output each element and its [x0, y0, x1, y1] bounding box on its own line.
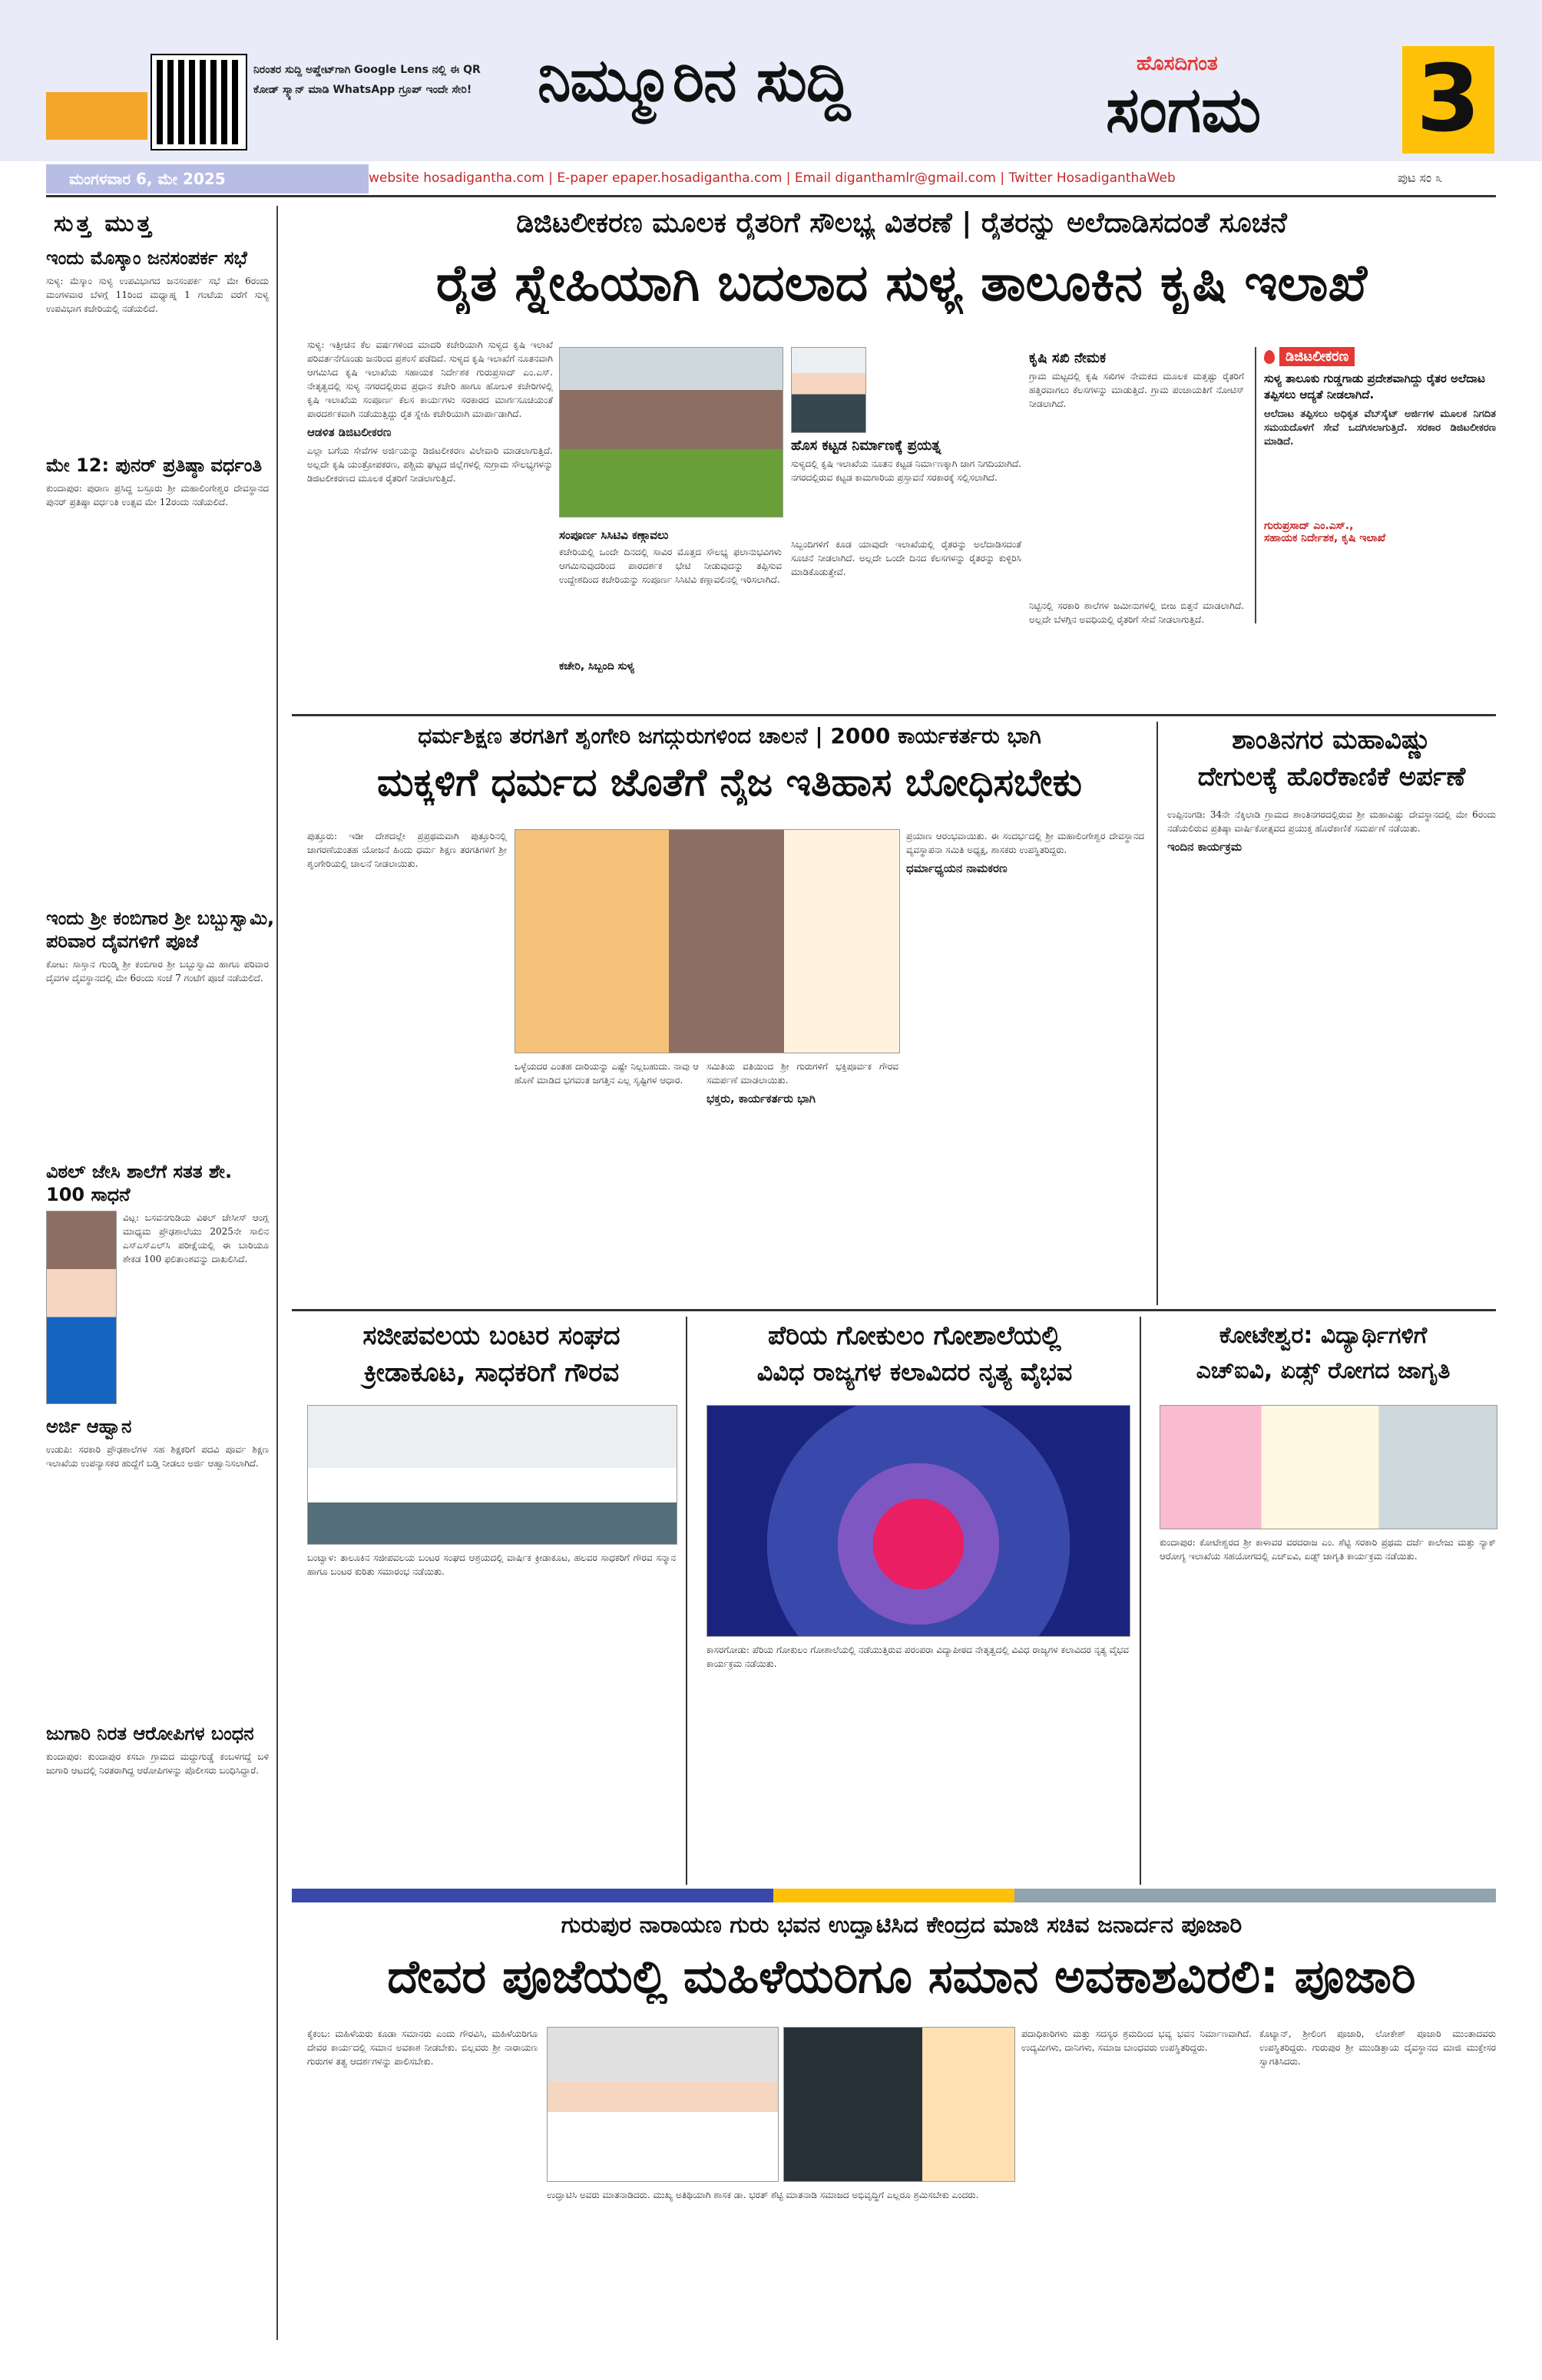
bunt-headline: ಸಜೀಪವಲಯ ಬಂಟರ ಸಂಘದ	[362, 1321, 620, 1351]
sidebar-body: ಸುಳ್ಯ: ಮೆಸ್ಕಾಂ ಸುಳ್ಯ ಉಪವಿಭಾಗದ ಜನಸಂಪರ್ಕ ಸಭೆ ಮೇ 6ರಂದು ಮಂಗಳವಾರ ಬೆಳಗ್ಗೆ 11ರಿಂದ ಮಧ್ಯಾಹ್ನ 1 ಗಂಟೆಯ ವರೆಗೆ ಸುಳ್ಯ ಉಪವಿಭಾಗ ಕಚೇರಿಯಲ್ಲಿ ನಡೆಯಲಿದೆ.	[46, 276, 269, 314]
brand-small: ಹೊಸದಿಗಂತ	[1137, 52, 1218, 75]
sidebar-body: ಉಡುಪಿ: ಸರಕಾರಿ ಪ್ರೌಢಶಾಲೆಗಳ ಸಹ ಶಿಕ್ಷಕರಿಗೆ ಪದವಿ ಪೂರ್ವ ಶಿಕ್ಷಣ ಇಲಾಖೆಯ ಉಪನ್ಯಾಸಕರ ಹುದ್ದೆಗೆ ಬಡ್ತಿ ನೀಡಲು ಅರ್ಜಿ ಆಹ್ವಾನಿಸಲಾಗಿದೆ.	[46, 1444, 269, 1469]
box-title: ಕೃಷಿ ಸಖಿ ನೇಮಕ	[1029, 350, 1107, 366]
sidebar-headline: ಅರ್ಜಿ ಆಹ್ವಾನ	[46, 1416, 132, 1437]
student-photo	[46, 1211, 117, 1404]
kota-body: ಕುಂದಾಪುರ: ಕೋಟೇಶ್ವರದ ಶ್ರೀ ಕಾಳಾವರ ವರದರಾಜ ಎಂ. ಶೆಟ್ಟಿ ಸರಕಾರಿ ಪ್ರಥಮ ದರ್ಜೆ ಕಾಲೇಜು ಮತ್ತು ನ್ಯಾಕ್ ಆರೋಗ್ಯ ಇಲಾಖೆಯ ಸಹಯೋಗದಲ್ಲಿ ಎಚ್ಐವಿ, ಏಡ್ಸ್ ಜಾಗೃತಿ ಕಾರ್ಯಕ್ರಮ ನಡೆಯಿತು.	[1160, 1537, 1496, 1562]
gokulam-body: ಕಾಸರಗೋಡು: ಪೆರಿಯ ಗೋಕುಲಂ ಗೋಶಾಲೆಯಲ್ಲಿ ನಡೆಯುತ್ತಿರುವ ಪರಂಪರಾ ವಿದ್ಯಾಪೀಠದ ನೇತೃತ್ವದಲ್ಲಿ ವಿವಿಧ ರಾಜ್ಯಗಳ ಕಲಾವಿದರ ನೃತ್ಯ ವೈಭವ ಕಾರ್ಯಕ್ರಮ ನಡೆಯಿತು.	[706, 1645, 1129, 1669]
sidebar-item	[46, 1160, 276, 1404]
dharma-body: ಒಳ್ಳೆಯದರ ಎಂತಹ ದಾರಿಯನ್ನು ಎಷ್ಟೇ ನಿಲ್ಲಬಹುದು. ನಾವು ಆ ಹೊಣೆ ಮಾಡಿದ ಭಗವಂತ ಜಗತ್ತಿನ ಎಲ್ಲ ಸೃಷ್ಟಿಗಳ ಆಧಾರ.	[515, 1061, 699, 1086]
box-title: ಡಿಜಿಟಲೀಕರಣ	[1279, 347, 1355, 366]
sidebar-body: ಕೋಟ: ಸಾಸ್ತಾನ ಗುಂಡ್ಮಿ ಶ್ರೀ ಕಂಬಿಗಾರ ಶ್ರೀ ಬಬ್ಬುಸ್ವಾಮಿ ಹಾಗೂ ಪರಿವಾರ ದೈವಗಳ ದೈವಸ್ಥಾನದಲ್ಲಿ ಮೇ 6ರಂದು ಸಂಜೆ 7 ಗಂಟೆಗೆ ಪೂಜೆ ನಡೆಯಲಿದೆ.	[46, 959, 269, 983]
qr-caption: ನಿರಂತರ ಸುದ್ದಿ ಅಪ್ಡೇಟ್‌ಗಾಗಿ Google Lens ನಲ್ಲಿ ಈ QR ಕೋಡ್ ಸ್ಕ್ಯಾನ್ ಮಾಡಿ WhatsApp ಗ್ರೂಪ್ ಇಂದೇ ಸೇರಿ!	[253, 64, 481, 96]
lead-headline: ರೈತ ಸ್ನೇಹಿಯಾಗಿ ಬದಲಾದ ಸುಳ್ಯ ತಾಲೂಕಿನ ಕೃಷಿ ಇಲಾಖೆ	[435, 253, 1368, 312]
column-rule	[1140, 1317, 1141, 1885]
date: ಮಂಗಳವಾರ 6, ಮೇ 2025	[69, 170, 226, 188]
dharma-para: ಪ್ರಯಾಣ ಆರಂಭವಾಯಿತು. ಈ ಸಂದರ್ಭದಲ್ಲಿ ಶ್ರೀ ಮಹಾಲಿಂಗೇಶ್ವರ ದೇವಸ್ಥಾನದ ವ್ಯವಸ್ಥಾಪನಾ ಸಮಿತಿ ಅಧ್ಯಕ್ಷ, ಶಾಸಕರು ಉಪಸ್ಥಿತರಿದ್ದರು.	[906, 831, 1144, 855]
lead-body	[307, 338, 553, 699]
box-new-building	[791, 438, 1021, 530]
dharma-subhead: ಧರ್ಮಾಧ್ಯಯನ ನಾಮಕರಣ	[906, 861, 1008, 875]
sidebar-headline: ಮೇ 12: ಪುನರ್ ಪ್ರತಿಷ್ಠಾ ವರ್ಧಂತಿ	[46, 455, 263, 476]
shanti-headline: ಶಾಂತಿನಗರ ಮಹಾವಿಷ್ಣು	[1232, 725, 1431, 755]
box-sub: ಸುಳ್ಯ ತಾಲೂಕು ಗುಡ್ಡಗಾಡು ಪ್ರದೇಶವಾಗಿದ್ದು ರೈತರ ಅಲೆದಾಟ ತಪ್ಪಿಸಲು ಆದ್ಯತೆ ನೀಡಲಾಗಿದೆ.	[1264, 372, 1486, 402]
sidebar-item	[46, 907, 276, 1149]
lead-subhead: ಆಡಳಿತ ಡಿಜಿಟಲೀಕರಣ	[307, 425, 392, 439]
plaque-photo	[783, 2027, 1015, 2182]
lead-body: ಕಚೇರಿಯಲ್ಲಿ ಒಂದೇ ದಿನದಲ್ಲಿ ಸಾವಿರ ಮೊತ್ತದ ಸೌಲಭ್ಯ ಫಲಾನುಭವಿಗಳು ಆಗಮಿಸುವುದರಿಂದ ಪಾರದರ್ಶಕ ಭೇಟಿ ನೀಡುವುದನ್ನು ತಪ್ಪಿಸುವ ಉದ್ದೇಶದಿಂದ ಕಚೇರಿಯನ್ನು ಸಂಪೂರ್ಣ ಸಿಸಿಟಿವಿ ಕಣ್ಗಾವಲಿನಲ್ಲಿ ಇರಿಸಲಾಗಿದೆ.	[559, 547, 782, 585]
sidebar	[46, 206, 278, 2340]
inauguration-photo	[547, 2027, 779, 2182]
sidebar-item	[46, 454, 276, 896]
section-rule	[292, 714, 1496, 716]
sidebar-headline: ಇಂದು ಶ್ರೀ ಕಂಬಿಗಾರ ಶ್ರೀ ಬಬ್ಬುಸ್ವಾಮಿ, ಪರಿವಾರ ದೈವಗಳಿಗೆ ಪೂಜೆ	[46, 907, 275, 952]
sidebar-body: ಕುಂದಾಪುರ: ಪುರಾಣ ಪ್ರಸಿದ್ಧ ಬಸ್ರೂರು ಶ್ರೀ ಮಹಾಲಿಂಗೇಶ್ವರ ದೇವಸ್ಥಾನದ ಪುನರ್ ಪ್ರತಿಷ್ಠಾ ವರ್ಧಂತಿ ಉತ್ಸವ ಮೇ 12ರಂದು ನಡೆಯಲಿದೆ.	[46, 483, 269, 507]
sidebar-title: ಸುತ್ತ ಮುತ್ತ	[54, 210, 154, 237]
dance-photo	[706, 1405, 1130, 1637]
photo-caption: ಸಂಪೂರ್ಣ ಸಿಸಿಟಿವಿ ಕಣ್ಗಾವಲು	[559, 528, 669, 542]
lead-kicker: ಡಿಜಿಟಲೀಕರಣ ಮೂಲಕ ರೈತರಿಗೆ ಸೌಲಭ್ಯ ವಿತರಣೆ | ರೈತರನ್ನು ಅಲೆದಾಡಿಸದಂತೆ ಸೂಚನೆ	[516, 207, 1287, 239]
shanti-body	[1167, 808, 1496, 1299]
qr-code[interactable]	[152, 55, 246, 149]
box-body: ಆಲೆದಾಟ ತಪ್ಪಿಸಲು ಅಧಿಕೃತ ವೆಬ್‌ಸೈಟ್ ಅರ್ಜಿಗಳ ಮೂಲಕ ನಿಗದಿತ ಸಮಯದೊಳಗೆ ಸೇವೆ ಒದಗಿಸಲಾಗುತ್ತಿದೆ. ಸರಕಾರ ಡಿಜಿಟಲೀಕರಣ ಮಾಡಿದೆ.	[1264, 408, 1496, 448]
seminar-photo	[1160, 1405, 1497, 1529]
box-title: ಹೊಸ ಕಟ್ಟಡ ನಿರ್ಮಾಣಕ್ಕೆ ಪ್ರಯತ್ನ	[791, 438, 941, 454]
photo-caption: ಕಚೇರಿ, ಸಿಬ್ಬಂದಿ ಸುಳ್ಯ	[559, 660, 635, 673]
sidebar-headline: ಜುಗಾರಿ ನಿರತ ಆರೋಪಿಗಳ ಬಂಧನ	[46, 1723, 254, 1744]
drop-icon	[1264, 350, 1275, 364]
dharma-body: ಪುತ್ತೂರು: ಇಡೀ ದೇಶದಲ್ಲೇ ಪ್ರಪ್ರಥಮವಾಗಿ ಪುತ್ತೂರಿನಲ್ಲಿ ಜಾಗರಣೆಯಂತಹ ಯೋಜನೆ ಹಿಂದು ಧರ್ಮ ಶಿಕ್ಷಣ ತರಗತಿಗಳಿಗೆ ಶ್ರೀ ಶೃಂಗೇರಿಯಲ್ಲಿ ಚಾಲನೆ ನೀಡಲಾಯಿತು.	[307, 831, 507, 869]
quote-author: ಗುರುಪ್ರಸಾದ್ ಎಂ.ಎಸ್.,	[1264, 520, 1354, 532]
sidebar-item	[46, 246, 276, 443]
shanti-headline: ದೇಗುಲಕ್ಕೆ ಹೊರೆಕಾಣಿಕೆ ಅರ್ಪಣೆ	[1197, 762, 1466, 792]
shanti-para: ಉಪ್ಪಿನಂಗಡಿ: 34ನೇ ನೆಕ್ಕಿಲಾಡಿ ಗ್ರಾಮದ ಶಾಂತಿನಗರದಲ್ಲಿರುವ ಶ್ರೀ ಮಹಾವಿಷ್ಣು ದೇವಸ್ಥಾನದಲ್ಲಿ ಮೇ 6ರಂದು ನಡೆಯಲಿರುವ ಪ್ರತಿಷ್ಠಾ ವಾರ್ಷಿಕೋತ್ಸವದ ಪ್ರಯುಕ್ತ ಹೊರೆಕಾಣಿಕೆ ಸಮರ್ಪಣೆ ನಡೆಯಿತು.	[1167, 809, 1496, 834]
masthead-title: ನಿಮ್ಮೂರಿನ ಸುದ್ದಿ	[538, 46, 850, 115]
header-rule	[46, 195, 1496, 197]
lead-body: ನಿಟ್ಟಿನಲ್ಲಿ ಸರಕಾರಿ ಶಾಲೆಗಳ ಜಮೀನುಗಳಲ್ಲಿ ಬೀಜ ಬಿತ್ತನೆ ಮಾಡಲಾಗಿದೆ. ಅಲ್ಲದೇ ಬೆಳಗ್ಗಿನ ಅವಧಿಯಲ್ಲಿ ರೈತರಿಗೆ ಸೇವೆ ನೀಡಲಾಗುತ್ತಿದೆ.	[1029, 600, 1244, 625]
pujari-bar	[292, 1889, 1496, 1902]
kota-headline: ಎಚ್ಐವಿ, ಏಡ್ಸ್ ರೋಗದ ಜಾಗೃತಿ	[1196, 1357, 1451, 1384]
box-digital	[1255, 347, 1496, 623]
section-rule	[292, 1309, 1496, 1311]
lead-body: ಸಿಬ್ಬಂದಿಗಳಿಗೆ ಕೂಡ ಯಾವುದೇ ಇಲಾಖೆಯಲ್ಲಿ ರೈತರನ್ನು ಅಲೆದಾಡಿಸದಂತೆ ಸೂಚನೆ ನೀಡಲಾಗಿದೆ. ಅಲ್ಲದೇ ಒಂದೇ ದಿನದ ಕೆಲಸಗಳನ್ನು ರೈತರನ್ನು ಕುಳ್ಳಿರಿಸಿ ಮಾಡಿಕೊಡುತ್ತೇವೆ.	[791, 539, 1021, 577]
sidebar-body: ಕುಂದಾಪುರ: ಕುಂದಾಪುರ ಕಸಬಾ ಗ್ರಾಮದ ಮದ್ದುಗುಡ್ಡೆ ಕಂಬಳಗದ್ದೆ ಬಳಿ ಜುಗಾರಿ ಆಟದಲ್ಲಿ ನಿರತರಾಗಿದ್ದ ಆರೋಪಿಗಳನ್ನು ಪೊಲೀಸರು ಬಂಧಿಸಿದ್ದಾರೆ.	[46, 1751, 269, 1776]
staff-photo	[791, 347, 866, 433]
box-body: ಸುಳ್ಯದಲ್ಲಿ ಕೃಷಿ ಇಲಾಖೆಯ ನೂತನ ಕಟ್ಟಡ ನಿರ್ಮಾಣಕ್ಕಾಗಿ ಜಾಗ ನಿಗದಿಯಾಗಿದೆ. ನಗರದಲ್ಲಿರುವ ಕಟ್ಟಡ ಕಾಮಗಾರಿಯ ಪ್ರಸ್ತಾವನೆ ಸರಕಾರಕ್ಕೆ ಸಲ್ಲಿಸಲಾಗಿದೆ.	[791, 458, 1021, 483]
sidebar-headline: ವಿಠಲ್ ಜೇಸಿ ಶಾಲೆಗೆ ಸತತ ಶೇ. 100 ಸಾಧನೆ	[46, 1161, 233, 1205]
bunt-body: ಬಂಟ್ವಾಳ: ತಾಲೂಕಿನ ಸಜೀಪವಲಯ ಬಂಟರ ಸಂಘದ ಆಶ್ರಯದಲ್ಲಿ ವಾರ್ಷಿಕ ಕ್ರೀಡಾಕೂಟ, ಹಲವರ ಸಾಧಕರಿಗೆ ಗೌರವ ಸನ್ಮಾನ ಹಾಗೂ ಬಂಟರ ಕುರಿತು ಸಮಾರಂಭ ನಡೆಯಿತು.	[307, 1552, 676, 1577]
page-number: 3	[1402, 46, 1494, 154]
bunt-photo	[307, 1405, 677, 1545]
dharma-kicker: ಧರ್ಮಶಿಕ್ಷಣ ತರಗತಿಗೆ ಶೃಂಗೇರಿ ಜಗದ್ಗುರುಗಳಿಂದ ಚಾಲನೆ | 2000 ಕಾರ್ಯಕರ್ತರು ಭಾಗಿ	[418, 723, 1041, 749]
shanti-subhead: ಇಂದಿನ ಕಾರ್ಯಕ್ರಮ	[1167, 840, 1243, 854]
orange-block	[46, 92, 147, 140]
lead-para: ಸುಳ್ಯ: ಇತ್ತೀಚಿನ ಕೆಲ ವರ್ಷಗಳಿಂದ ಮಾದರಿ ಕಚೇರಿಯಾಗಿ ಸುಳ್ಯದ ಕೃಷಿ ಇಲಾಖೆ ಪರಿವರ್ತನೆಗೊಂಡು ಜನರಿಂದ ಪ್ರಶಂಸೆ ಪಡೆದಿದೆ. ಸುಳ್ಯದ ಕೃಷಿ ಇಲಾಖೆಗೆ ನೂತನವಾಗಿ ಆಗಮಿಸಿದ ಕೃಷಿ ಇಲಾಖೆಯ ಸಹಾಯಕ ನಿರ್ದೇಶಕ ಗುರುಪ್ರಸಾದ್ ಎಂ.ಎಸ್. ನೇತೃತ್ವದಲ್ಲಿ ಸುಳ್ಯ ನಗರದಲ್ಲಿರುವ ಪ್ರಧಾನ ಕಚೇರಿ ಹಾಗೂ ಹೋಬಳಿ ಕಚೇರಿಗಳಲ್ಲಿ ಕೃಷಿ ಇಲಾಖೆಯ ಸಂಪೂರ್ಣ ಕೆಲಸ ಕಾರ್ಯಗಳು ಸರಕಾರದ ಮಾರ್ಗಸೂಚಿಯಂತೆ ಪಾರದರ್ಶಕವಾಗಿ ನಡೆಯುತ್ತಿದ್ದು ರೈತ ಸ್ನೇಹಿ ಕಚೇರಿಯಾಗಿ ಮಾರ್ಪಾಡಾಗಿದೆ.	[307, 339, 553, 419]
pujari-headline: ದೇವರ ಪೂಜೆಯಲ್ಲಿ ಮಹಿಳೆಯರಿಗೂ ಸಮಾನ ಅವಕಾಶವಿರಲಿ: ಪೂಜಾರಿ	[387, 1950, 1416, 2004]
sidebar-body: ವಿಟ್ಲ: ಬಸವನಗುಡಿಯ ವಿಠಲ್ ಜೇಸೀಸ್ ಆಂಗ್ಲ ಮಾಧ್ಯಮ ಪ್ರೌಢಶಾಲೆಯು 2025ನೇ ಸಾಲಿನ ಎಸ್ಎಸ್ಎಲ್‌ಸಿ ಪರೀಕ್ಷೆಯಲ್ಲಿ ಈ ಬಾರಿಯೂ ಶೇಕಡ 100 ಫಲಿತಾಂಶವನ್ನು ದಾಖಲಿಸಿದೆ.	[123, 1212, 269, 1264]
lead-para: ಎಲ್ಲಾ ಬಗೆಯ ಸೇವೆಗಳ ಅರ್ಜಿಯನ್ನು ಡಿಜಿಟಲೀಕರಣ ವಿಲೇವಾರಿ ಮಾಡಲಾಗುತ್ತಿದೆ. ಅಲ್ಲದೇ ಕೃಷಿ ಯಂತ್ರೋಪಕರಣ, ಪಶ್ಚಿಮ ಘಟ್ಟದ ಜಿಲ್ಲೆಗಳಲ್ಲಿ ಸುಗ್ರಾಮ ಸೌಲಭ್ಯಗಳನ್ನು ಡಿಜಿಟಲೀಕರಣದ ಮೂಲಕ ರೈತರಿಗೆ ನೀಡಲಾಗುತ್ತಿದೆ.	[307, 445, 553, 484]
dharma-body	[906, 829, 1144, 1297]
swamiji-photo	[515, 829, 900, 1053]
kota-headline: ಕೋಟೇಶ್ವರ: ವಿದ್ಯಾರ್ಥಿಗಳಿಗೆ	[1219, 1322, 1428, 1349]
box-body: ಗ್ರಾಮ ಮಟ್ಟದಲ್ಲಿ ಕೃಷಿ ಸಖಿಗಳ ನೇಮಕದ ಮೂಲಕ ಮತ್ತಷ್ಟು ರೈತರಿಗೆ ಹತ್ತಿರವಾಗಲು ಕೆಲಸಗಳನ್ನು ಮಾಡುತ್ತಿದೆ. ಗ್ರಾಮ ಪಂಚಾಯತಿಗೆ ನೋಟಿಸ್ ನೀಡಲಾಗಿದೆ.	[1029, 371, 1244, 409]
pages-label: ಪುಟ ಸಂ ೩	[1398, 170, 1443, 185]
dharma-headline: ಮಕ್ಕಳಿಗೆ ಧರ್ಮದ ಜೊತೆಗೆ ನೈಜ ಇತಿಹಾಸ ಬೋಧಿಸಬೇಕು	[377, 760, 1082, 805]
column-rule	[1156, 722, 1158, 1305]
pujari-body: ಉದ್ಘಾಟಿಸಿ ಅವರು ಮಾತನಾಡಿದರು. ಮುಖ್ಯ ಅತಿಥಿಯಾಗಿ ಶಾಸಕ ಡಾ. ಭರತ್ ಶೆಟ್ಟಿ ಮಾತನಾಡಿ ಸಮಾಜದ ಅಭಿವೃದ್ಧಿಗೆ ಎಲ್ಲರೂ ಶ್ರಮಿಸಬೇಕು ಎಂದರು.	[547, 2190, 979, 2200]
sidebar-item	[46, 1415, 276, 1711]
gokulam-headline: ವಿವಿಧ ರಾಜ್ಯಗಳ ಕಲಾವಿದರ ನೃತ್ಯ ವೈಭವ	[756, 1357, 1073, 1387]
pujari-body: ಪದಾಧಿಕಾರಿಗಳು ಮತ್ತು ಸದಸ್ಯರ ಶ್ರಮದಿಂದ ಭವ್ಯ ಭವನ ನಿರ್ಮಾಣವಾಗಿದೆ. ಉದ್ಯಮಿಗಳು, ದಾನಿಗಳು, ಸಮಾಜ ಬಾಂಧವರು ಉಪಸ್ಥಿತರಿದ್ದರು.	[1021, 2028, 1252, 2053]
dharma-subhead: ಭಕ್ತರು, ಕಾರ್ಯಕರ್ತರು ಭಾಗಿ	[706, 1092, 816, 1106]
dharma-body	[706, 1059, 898, 1297]
contact-links[interactable]: website hosadigantha.com | E-paper epaper.hosadigantha.com | Email diganthamlr@gmail.com | Twitter HosadiganthaWeb	[369, 170, 1176, 186]
pujari-body: ಕೊಟ್ಯಾನ್, ಶ್ರೀಲಿಂಗ ಪೂಜಾರಿ, ಲೋಕೇಶ್ ಪೂಜಾರಿ ಮುಂತಾದವರು ಉಪಸ್ಥಿತರಿದ್ದರು. ಗುರುಪುರ ಶ್ರೀ ಮುಂಡಿತ್ತಾಯ ದೈವಸ್ಥಾನದ ಮಾಜಿ ಮುಕ್ತೇಸರ ಸ್ವಾಗತಿಸಿದರು.	[1259, 2028, 1496, 2067]
quote-role: ಸಹಾಯಕ ನಿರ್ದೇಶಕ, ಕೃಷಿ ಇಲಾಖೆ	[1264, 532, 1386, 544]
sidebar-item	[46, 1722, 276, 2041]
office-photo	[559, 347, 783, 517]
pujari-body: ಕೈಕಂಬ: ಮಹಿಳೆಯರು ಕೂಡಾ ಸಮಾನರು ಎಂದು ಗೌರವಿಸಿ, ಮಹಿಳೆಯರಿಗೂ ದೇವರ ಕಾರ್ಯದಲ್ಲಿ ಸಮಾನ ಅವಕಾಶ ನೀಡಬೇಕು. ಬಿಲ್ಲವರು ಶ್ರೀ ನಾರಾಯಣ ಗುರುಗಳ ತತ್ವ ಆದರ್ಶಗಳನ್ನು ಪಾಲಿಸಬೇಕು.	[307, 2028, 538, 2067]
gokulam-headline: ಪೆರಿಯ ಗೋಕುಲಂ ಗೋಶಾಲೆಯಲ್ಲಿ	[768, 1321, 1061, 1351]
pujari-kicker: ಗುರುಪುರ ನಾರಾಯಣ ಗುರು ಭವನ ಉದ್ಘಾಟಿಸಿದ ಕೇಂದ್ರದ ಮಾಜಿ ಸಚಿವ ಜನಾರ್ದನ ಪೂಜಾರಿ	[561, 1912, 1243, 1939]
column-rule	[686, 1317, 687, 1885]
brand-title: ಸಂಗಮ	[1106, 74, 1262, 147]
sidebar-headline: ಇಂದು ಮೊಸ್ಕಾಂ ಜನಸಂಪರ್ಕ ಸಭೆ	[46, 247, 247, 269]
dharma-para: ಸಮಿತಿಯ ವತಿಯಿಂದ ಶ್ರೀ ಗುರುಗಳಿಗೆ ಭಕ್ತಿಪೂರ್ವಕ ಗೌರವ ಸಮರ್ಪಣೆ ಮಾಡಲಾಯಿತು.	[706, 1061, 898, 1086]
box-krishi-sakhi	[1029, 350, 1244, 580]
bunt-headline: ಕ್ರೀಡಾಕೂಟ, ಸಾಧಕರಿಗೆ ಗೌರವ	[363, 1357, 620, 1388]
